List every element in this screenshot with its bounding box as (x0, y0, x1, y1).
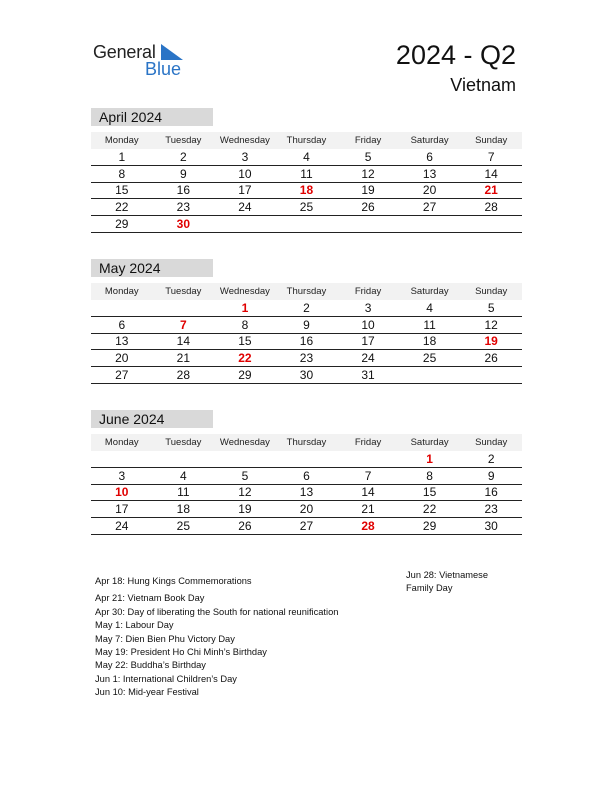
day-cell: 28 (460, 199, 522, 216)
week-row (91, 300, 522, 316)
week-row (91, 165, 522, 182)
day-cell: 7 (460, 149, 522, 165)
day-cell: 12 (214, 484, 276, 501)
day-cell: 13 (91, 333, 153, 350)
week-row (91, 367, 522, 384)
day-cell: 19 (337, 182, 399, 199)
day-cell: 12 (460, 316, 522, 333)
week-row (91, 451, 522, 467)
day-cell: 15 (91, 182, 153, 199)
day-cell: 27 (276, 518, 338, 535)
logo-text-general: General (93, 42, 156, 62)
day-cell: 26 (214, 518, 276, 535)
day-cell: 7 (153, 316, 215, 333)
day-cell: 24 (214, 199, 276, 216)
weekday-header: Saturday (399, 283, 461, 300)
day-cell: 5 (214, 467, 276, 484)
day-cell: 3 (214, 149, 276, 165)
week-row (91, 216, 522, 233)
week-row (91, 182, 522, 199)
holiday-item: May 19: President Ho Chi Minh’s Birthday (95, 647, 267, 658)
empty-day-cell (91, 451, 153, 467)
day-cell: 16 (460, 484, 522, 501)
weekday-header: Wednesday (214, 434, 276, 451)
day-cell: 3 (91, 467, 153, 484)
week-row (91, 149, 522, 165)
week-row (91, 518, 522, 535)
week-row (91, 333, 522, 350)
weekday-header: Sunday (460, 283, 522, 300)
day-cell: 1 (91, 149, 153, 165)
day-cell: 18 (153, 501, 215, 518)
day-cell: 6 (276, 467, 338, 484)
week-row (91, 467, 522, 484)
day-cell: 15 (214, 333, 276, 350)
day-cell: 9 (460, 467, 522, 484)
day-cell: 11 (153, 484, 215, 501)
week-row (91, 316, 522, 333)
day-cell: 21 (337, 501, 399, 518)
day-cell: 5 (337, 149, 399, 165)
empty-day-cell (276, 451, 338, 467)
weekday-header: Monday (91, 283, 153, 300)
holiday-item: Jun 28: Vietnamese (406, 570, 489, 580)
day-cell: 25 (153, 518, 215, 535)
day-cell: 11 (276, 165, 338, 182)
empty-day-cell (153, 451, 215, 467)
weekday-header: Tuesday (153, 434, 215, 451)
day-cell: 8 (91, 165, 153, 182)
day-cell: 18 (399, 333, 461, 350)
weekday-header: Wednesday (214, 283, 276, 300)
day-cell: 8 (214, 316, 276, 333)
day-cell: 10 (337, 316, 399, 333)
weekday-header: Thursday (276, 434, 338, 451)
day-cell: 29 (399, 518, 461, 535)
day-cell: 4 (276, 149, 338, 165)
day-cell: 5 (460, 300, 522, 316)
holiday-item: Family Day (406, 583, 453, 594)
day-cell: 22 (91, 199, 153, 216)
day-cell: 23 (276, 350, 338, 367)
day-cell: 10 (214, 165, 276, 182)
day-cell: 4 (153, 467, 215, 484)
day-cell: 12 (337, 165, 399, 182)
day-cell: 16 (276, 333, 338, 350)
day-cell: 17 (214, 182, 276, 199)
day-cell: 25 (399, 350, 461, 367)
empty-day-cell (276, 216, 338, 233)
day-cell: 18 (276, 182, 338, 199)
weekday-header: Saturday (399, 132, 461, 149)
empty-day-cell (214, 216, 276, 233)
weekday-header: Monday (91, 434, 153, 451)
day-cell: 6 (91, 316, 153, 333)
weekday-header: Saturday (399, 434, 461, 451)
empty-day-cell (337, 451, 399, 467)
day-cell: 25 (276, 199, 338, 216)
day-cell: 15 (399, 484, 461, 501)
holiday-item: Jun 1: International Children’s Day (95, 673, 237, 684)
month-june (91, 410, 522, 535)
month-may (91, 259, 522, 384)
day-cell: 13 (276, 484, 338, 501)
month-label: May 2024 (91, 259, 213, 277)
day-cell: 4 (399, 300, 461, 316)
week-row (91, 501, 522, 518)
day-cell: 10 (91, 484, 153, 501)
day-cell: 1 (214, 300, 276, 316)
day-cell: 1 (399, 451, 461, 467)
calendar-grid (91, 283, 522, 384)
day-cell: 30 (153, 216, 215, 233)
day-cell: 20 (276, 501, 338, 518)
logo-triangle-icon (161, 44, 183, 60)
day-cell: 21 (460, 182, 522, 199)
day-cell: 28 (337, 518, 399, 535)
day-cell: 28 (153, 367, 215, 384)
empty-day-cell (399, 367, 461, 384)
day-cell: 29 (91, 216, 153, 233)
weekday-header: Wednesday (214, 132, 276, 149)
day-cell: 30 (276, 367, 338, 384)
day-cell: 21 (153, 350, 215, 367)
week-row (91, 350, 522, 367)
day-cell: 8 (399, 467, 461, 484)
day-cell: 29 (214, 367, 276, 384)
calendar-grid (91, 132, 522, 233)
day-cell: 9 (276, 316, 338, 333)
holiday-item: Apr 21: Vietnam Book Day (95, 593, 205, 604)
day-cell: 2 (276, 300, 338, 316)
week-row (91, 199, 522, 216)
holiday-item: Jun 10: Mid-year Festival (95, 687, 199, 698)
day-cell: 7 (337, 467, 399, 484)
country-name: Vietnam (450, 75, 516, 95)
holiday-list-extra (406, 569, 516, 596)
day-cell: 9 (153, 165, 215, 182)
month-label: June 2024 (91, 410, 213, 428)
day-cell: 31 (337, 367, 399, 384)
brand-logo (93, 40, 193, 80)
day-cell: 13 (399, 165, 461, 182)
day-cell: 3 (337, 300, 399, 316)
weekday-header: Friday (337, 434, 399, 451)
empty-day-cell (91, 300, 153, 316)
month-label: April 2024 (91, 108, 213, 126)
day-cell: 26 (337, 199, 399, 216)
day-cell: 23 (460, 501, 522, 518)
day-cell: 6 (399, 149, 461, 165)
holiday-item: May 1: Labour Day (95, 620, 174, 631)
weekday-header: Sunday (460, 132, 522, 149)
day-cell: 20 (399, 182, 461, 199)
month-april (91, 108, 522, 233)
holiday-list (95, 575, 395, 700)
day-cell: 17 (337, 333, 399, 350)
day-cell: 14 (153, 333, 215, 350)
day-cell: 24 (91, 518, 153, 535)
day-cell: 23 (153, 199, 215, 216)
weekday-header: Thursday (276, 283, 338, 300)
day-cell: 11 (399, 316, 461, 333)
weekday-header: Friday (337, 283, 399, 300)
day-cell: 2 (460, 451, 522, 467)
empty-day-cell (460, 216, 522, 233)
week-row (91, 484, 522, 501)
weekday-header: Sunday (460, 434, 522, 451)
day-cell: 26 (460, 350, 522, 367)
day-cell: 16 (153, 182, 215, 199)
day-cell: 27 (399, 199, 461, 216)
day-cell: 24 (337, 350, 399, 367)
empty-day-cell (399, 216, 461, 233)
day-cell: 20 (91, 350, 153, 367)
weekday-header: Tuesday (153, 132, 215, 149)
day-cell: 27 (91, 367, 153, 384)
day-cell: 19 (460, 333, 522, 350)
holiday-item: Apr 18: Hung Kings Commemorations (95, 576, 252, 586)
holiday-item: Apr 30: Day of liberating the South for national reunification (95, 606, 339, 617)
calendar-grid (91, 434, 522, 535)
day-cell: 30 (460, 518, 522, 535)
weekday-header: Monday (91, 132, 153, 149)
weekday-header: Friday (337, 132, 399, 149)
day-cell: 22 (399, 501, 461, 518)
empty-day-cell (337, 216, 399, 233)
day-cell: 2 (153, 149, 215, 165)
page-title: 2024 - Q2 (395, 40, 516, 70)
weekday-header: Thursday (276, 132, 338, 149)
day-cell: 14 (460, 165, 522, 182)
holiday-item: May 22: Buddha’s Birthday (95, 660, 206, 671)
holiday-item: May 7: Dien Bien Phu Victory Day (95, 633, 235, 644)
empty-day-cell (460, 367, 522, 384)
weekday-header: Tuesday (153, 283, 215, 300)
day-cell: 14 (337, 484, 399, 501)
day-cell: 19 (214, 501, 276, 518)
logo-text-blue: Blue (145, 59, 182, 79)
empty-day-cell (214, 451, 276, 467)
day-cell: 22 (214, 350, 276, 367)
empty-day-cell (153, 300, 215, 316)
day-cell: 17 (91, 501, 153, 518)
